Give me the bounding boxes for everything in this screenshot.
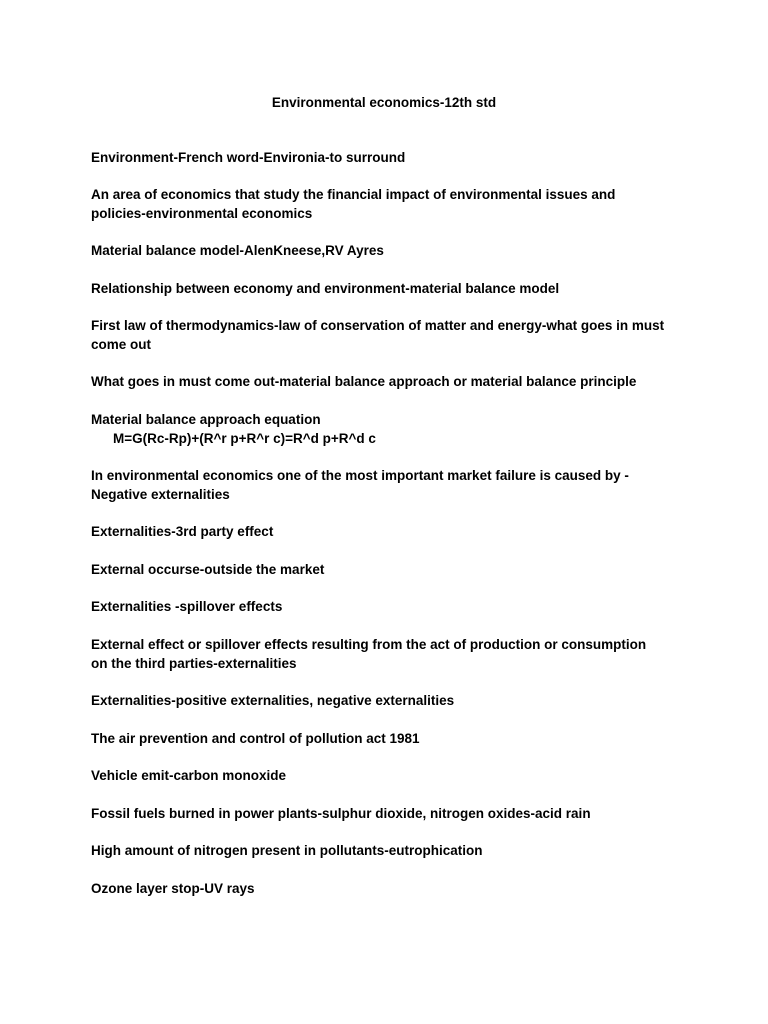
text-line: Externalities-3rd party effect (91, 524, 274, 539)
text-line: on the third parties-externalities (91, 656, 297, 671)
text-line: Material balance approach equation (91, 412, 321, 427)
text-line: An area of economics that study the financial impact of environmental issues and (91, 187, 616, 202)
text-line: External occurse-outside the market (91, 562, 325, 577)
text-line: Negative externalities (91, 487, 230, 502)
text-line: Relationship between economy and environment-material balance model (91, 281, 560, 296)
text-line: policies-environmental economics (91, 206, 313, 221)
text-line: Material balance model-AlenKneese,RV Ayres (91, 243, 384, 258)
text-line: High amount of nitrogen present in pollutants-eutrophication (91, 843, 483, 858)
text-line: Fossil fuels burned in power plants-sulphur dioxide, nitrogen oxides-acid rain (91, 806, 591, 821)
text-line: What goes in must come out-material balance approach or material balance principle (91, 374, 637, 389)
text-line: First law of thermodynamics-law of conservation of matter and energy-what goes in must (91, 318, 665, 333)
text-line: come out (91, 337, 152, 352)
document-title: Environmental economics-12th std (271, 95, 497, 110)
text-line: Ozone layer stop-UV rays (91, 881, 255, 896)
text-line: Environment-French word-Environia-to surround (91, 150, 406, 165)
text-line: External effect or spillover effects resulting from the act of production or consumption (91, 637, 647, 652)
text-line: Externalities-positive externalities, negative externalities (91, 693, 455, 708)
equation-line: M=G(Rc-Rp)+(R^r p+R^r c)=R^d p+R^d c (113, 431, 376, 446)
text-line: The air prevention and control of pollution act 1981 (91, 731, 420, 746)
text-line: Vehicle emit-carbon monoxide (91, 768, 287, 783)
text-line: In environmental economics one of the most important market failure is caused by - (91, 468, 629, 483)
text-line: Externalities -spillover effects (91, 599, 283, 614)
